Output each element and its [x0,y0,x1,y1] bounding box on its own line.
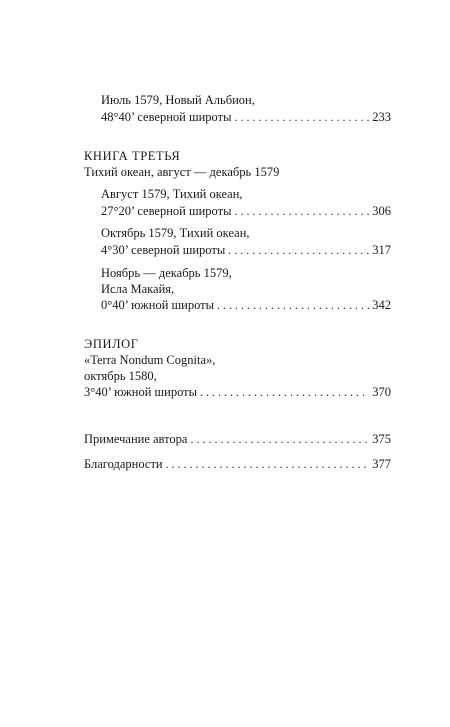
toc-entry-label: 4°30’ северной широты [101,243,226,257]
toc-entry-line: Октябрь 1579, Тихий океан, [101,226,250,240]
toc-entry-line: Исла Макайя, [101,282,175,296]
toc-entry-afterword[interactable] [84,431,391,447]
section-title: КНИГА ТРЕТЬЯ [84,149,181,163]
dot-leader [228,242,369,258]
toc-page-number: 317 [372,243,391,257]
toc-entry-label: 3°40’ южной широты [84,385,198,399]
toc-page-number: 306 [372,204,391,218]
toc-entry[interactable] [84,384,391,400]
toc-entry-label: 0°40’ южной широты [101,298,215,312]
toc-entry-line: Август 1579, Тихий океан, [101,187,243,201]
toc-entry-label: 27°20’ северной широты [101,204,232,218]
toc-entry-line: октябрь 1580, [84,369,157,383]
epilogue-title: ЭПИЛОГ [84,337,139,351]
dot-leader [217,297,369,313]
toc-entry-line: «Terra Nondum Cognita», [84,353,216,367]
dot-leader [235,109,370,125]
toc-entry-line: Ноябрь — декабрь 1579, [101,266,232,280]
toc-entry[interactable] [101,109,391,125]
toc-entry-label: Благодарности [84,457,163,471]
toc-entry[interactable] [101,242,391,258]
toc-page-number: 233 [372,110,391,124]
dot-leader [200,384,369,400]
toc-entry[interactable] [101,297,391,313]
toc-entry-label: Примечание автора [84,432,188,446]
toc-page-number: 342 [372,298,391,312]
toc-entry-line: Июль 1579, Новый Альбион, [101,93,255,107]
toc-page-number: 377 [372,457,391,471]
toc-entry-acknowledgements[interactable] [84,456,391,472]
dot-leader [191,431,370,447]
toc-entry[interactable] [101,203,391,219]
dot-leader [166,456,370,472]
toc-page-number: 375 [372,432,391,446]
toc-entry-label: 48°40’ северной широты [101,110,232,124]
toc-page-number: 370 [372,385,391,399]
dot-leader [235,203,370,219]
section-subtitle: Тихий океан, август — декабрь 1579 [84,165,280,179]
